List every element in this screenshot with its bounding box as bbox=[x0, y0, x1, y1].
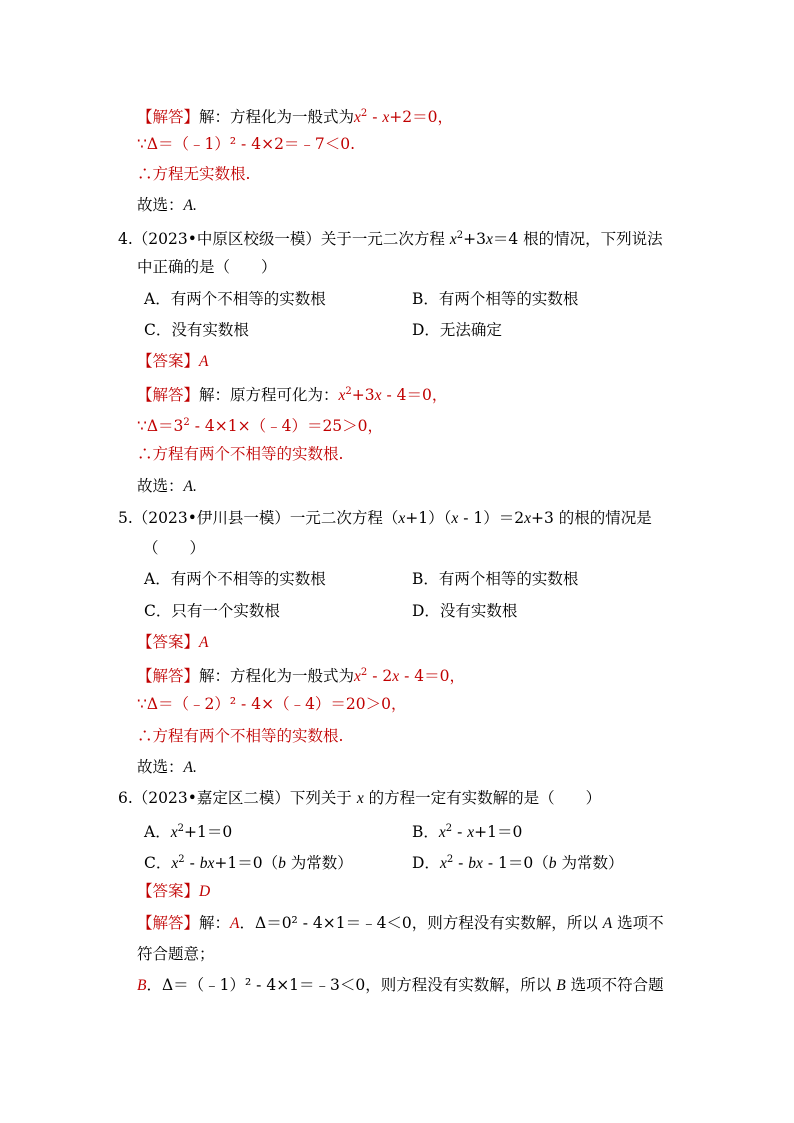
q3-discriminant: ∵Δ＝（﹣1）² - 4×2＝﹣7＜0. bbox=[137, 135, 356, 153]
q6-option-c: C．$x^2 - bx+1=0(b$ 为常数） bbox=[144, 854, 353, 872]
q5-discriminant: ∵Δ＝（﹣2）² - 4×（﹣4）＝20＞0， bbox=[137, 695, 407, 713]
q4-analysis-line: 【解答】解：原方程可化为：$x^2+3x - 4=0$， bbox=[137, 386, 448, 404]
q5-option-b: B．有两个相等的实数根 bbox=[412, 570, 579, 588]
analysis-tag: 【解答】 bbox=[137, 108, 200, 126]
q6-analysis-a: 【解答】解：A．Δ＝0² - 4×1＝﹣4＜0，则方程没有实数解，所以 A 选项不 bbox=[137, 914, 664, 932]
q5-option-d: D．没有实数根 bbox=[412, 602, 518, 620]
q6-option-d: D．$x^2$ - bx - 1＝0（b 为常数） bbox=[412, 854, 624, 872]
q5-answer: 【答案】A bbox=[137, 633, 209, 651]
q5-conclusion: ∴方程有两个不相等的实数根. bbox=[137, 727, 344, 745]
q4-conclusion: ∴方程有两个不相等的实数根. bbox=[137, 445, 344, 463]
q4-stem: 4.（2023•中原区校级一模）关于一元二次方程 $x^2+3x=4$ 根的情况，下列说法 bbox=[118, 230, 663, 248]
q5-option-a: A．有两个不相等的实数根 bbox=[144, 570, 326, 588]
q4-option-d: D．无法确定 bbox=[412, 321, 502, 339]
q5-stem-cont: （ ） bbox=[143, 539, 206, 557]
q5-option-c: C．只有一个实数根 bbox=[144, 602, 280, 620]
q3-conclusion: ∴方程无实数根. bbox=[137, 165, 251, 183]
q4-answer: 【答案】A bbox=[137, 352, 209, 370]
q5-stem: 5.（2023•伊川县一模）一元二次方程（x+1）（x - 1）＝2x+3 的根的情况是 bbox=[118, 509, 652, 527]
q6-analysis-a-cont: 符合题意； bbox=[137, 945, 215, 963]
q6-option-a: A．$x^2+1=0$ bbox=[144, 823, 233, 841]
q4-discriminant: $\because\Delta=3^2$ - 4×1×（﹣4）＝25＞0， bbox=[137, 417, 384, 435]
q4-stem-cont: 中正确的是（ ） bbox=[137, 258, 277, 276]
q5-analysis-line: 【解答】解：方程化为一般式为$x^2 - 2x - 4=0$， bbox=[137, 667, 465, 685]
q3-analysis-line: 【解答】解：方程化为一般式为$x^2 - x+2=0$， bbox=[137, 108, 453, 126]
q6-analysis-b: B．Δ＝（﹣1）² - 4×1＝﹣3＜0，则方程没有实数解，所以 B 选项不符合题 bbox=[137, 976, 664, 994]
q4-choose: 故选：A. bbox=[137, 477, 197, 495]
question-number: 5. bbox=[118, 509, 133, 527]
q3-choose: 故选：A. bbox=[137, 196, 197, 214]
q6-option-b: B．$x^2 - x+1=0$ bbox=[412, 823, 523, 841]
q4-option-c: C．没有实数根 bbox=[144, 321, 249, 339]
q4-option-b: B．有两个相等的实数根 bbox=[412, 290, 579, 308]
q6-stem: 6.（2023•嘉定区二模）下列关于 x 的方程一定有实数解的是（ ） bbox=[118, 789, 602, 807]
question-number: 4. bbox=[118, 230, 133, 248]
question-number: 6. bbox=[118, 789, 133, 807]
q6-answer: 【答案】D bbox=[137, 882, 211, 900]
q4-option-a: A．有两个不相等的实数根 bbox=[144, 290, 326, 308]
equation: $x^2 - x+2=0$， bbox=[354, 108, 453, 126]
q5-choose: 故选：A. bbox=[137, 758, 197, 776]
